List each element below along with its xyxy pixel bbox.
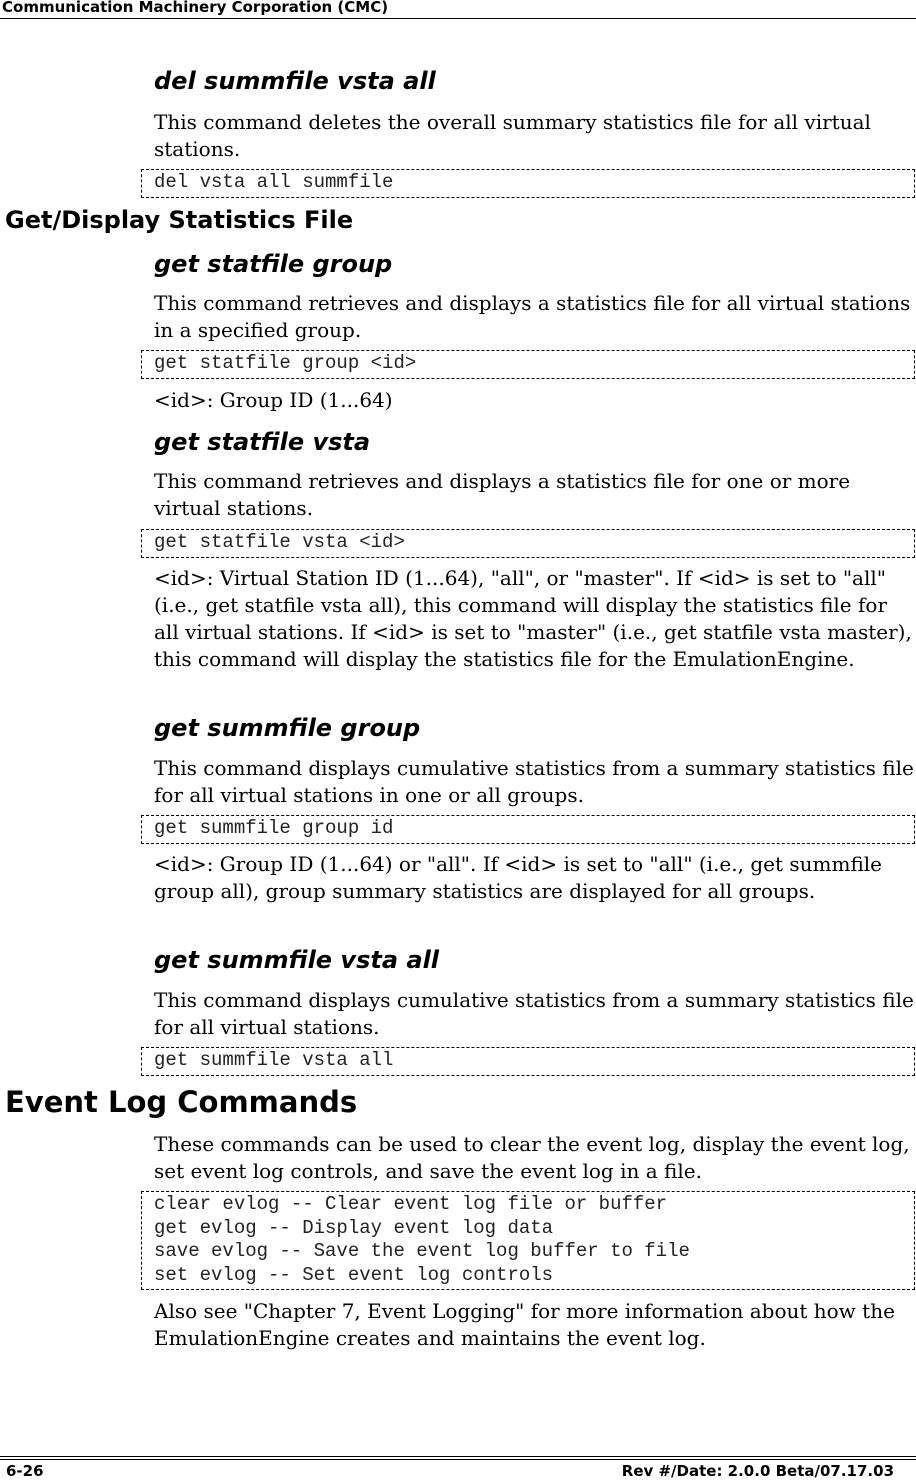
footer-rule [0, 1456, 916, 1457]
desc-del-summfile-vsta-all: This command deletes the overall summary statistics file for all virtual stations. [154, 110, 871, 161]
desc-get-summfile-vsta-all: This command displays cumulative statistics from a summary statistics file for all virtual stations. [154, 988, 914, 1039]
section-heading-get-display-statistics: Get/Display Statistics File [5, 206, 354, 234]
revision-date: Rev #/Date: 2.0.0 Beta/07.17.03 [621, 1462, 894, 1480]
header-rule [0, 18, 916, 19]
heading-del-summfile-vsta-all: del summfile vsta all [154, 67, 436, 95]
code-line: set evlog -- Set event log controls [154, 1263, 554, 1286]
desc-get-statfile-group: This command retrieves and displays a statistics file for all virtual stations in a specified group. [154, 291, 911, 342]
code-line: save evlog -- Save the event log buffer to file [154, 1240, 690, 1262]
code-get-statfile-vsta: get statfile vsta <id> [141, 529, 915, 558]
heading-get-statfile-group: get statfile group [154, 250, 393, 278]
page-header-title: Communication Machinery Corporation (CMC) [2, 0, 389, 16]
desc-event-log-commands: These commands can be used to clear the event log, display the event log, set event log controls, and save the event log in a file. [154, 1132, 910, 1183]
code-get-summfile-group: get summfile group id [141, 815, 915, 844]
note-event-log: Also see "Chapter 7, Event Logging" for more information about how the EmulationEngine creates and maintains the event log. [154, 1299, 895, 1350]
code-line: get evlog -- Display event log data [154, 1216, 554, 1239]
code-del-summfile-vsta-all: del vsta all summfile [141, 169, 915, 198]
heading-get-summfile-vsta-all: get summfile vsta all [154, 946, 440, 974]
heading-get-summfile-group: get summfile group [154, 714, 421, 742]
heading-get-statfile-vsta: get statfile vsta [154, 428, 371, 456]
page-number: 6-26 [6, 1462, 44, 1480]
param-get-statfile-vsta: <id>: Virtual Station ID (1...64), "all", or "master". If <id> is set to "all" (i.e., get statfile vsta all), this command will display the statistics file for all virtual stations. If <id> is set to "master" (i.e., get statfile vsta master), this command will display the statistics file for the EmulationEngine. [154, 566, 912, 671]
param-get-summfile-group: <id>: Group ID (1...64) or "all". If <id> is set to "all" (i.e., get summfile group all), group summary statistics are displayed for all groups. [154, 852, 883, 903]
section-heading-event-log-commands: Event Log Commands [5, 1085, 358, 1119]
code-line: clear evlog -- Clear event log file or buffer [154, 1193, 668, 1215]
footer-rule [0, 1459, 916, 1460]
code-event-log-commands [141, 1191, 915, 1290]
param-get-statfile-group: <id>: Group ID (1...64) [154, 388, 393, 412]
desc-get-summfile-group: This command displays cumulative statistics from a summary statistics file for all virtual stations in one or all groups. [154, 756, 914, 807]
desc-get-statfile-vsta: This command retrieves and displays a statistics file for one or more virtual stations. [154, 469, 851, 520]
code-get-summfile-vsta-all: get summfile vsta all [141, 1047, 915, 1076]
code-get-statfile-group: get statfile group <id> [141, 350, 915, 379]
